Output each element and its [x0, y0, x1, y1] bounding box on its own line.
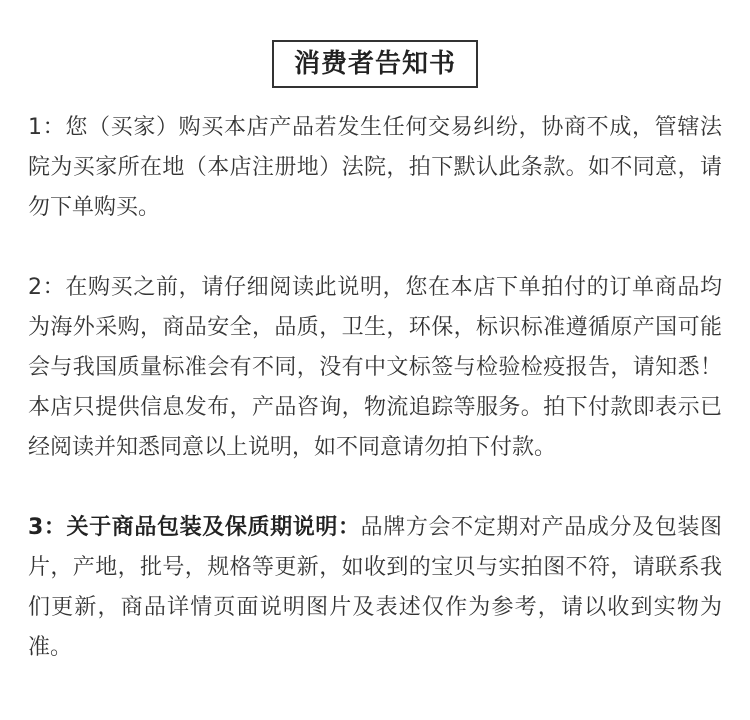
notice-body: [28, 108, 722, 668]
notice-paragraph-1: [28, 108, 722, 228]
notice-paragraph-2: [28, 268, 722, 468]
paragraph-3-heading: 3：关于商品包装及保质期说明：: [28, 515, 361, 540]
title-container: [0, 40, 750, 88]
paragraph-2-text: 2：在购买之前，请仔细阅读此说明，您在本店下单拍付的订单商品均为海外采购，商品安全，品质，卫生，环保，标识标准遵循原产国可能会与我国质量标准会有不同，没有中文标签与检验检疫报告，请知悉！本店只提供信息发布，产品咨询，物流追踪等服务。拍下付款即表示已经阅读并知悉同意以上说明，如不同意请勿拍下付款。: [28, 275, 722, 460]
notice-paragraph-3: [28, 508, 722, 668]
paragraph-1-text: 1：您（买家）购买本店产品若发生任何交易纠纷，协商不成，管辖法院为买家所在地（本店注册地）法院，拍下默认此条款。如不同意，请勿下单购买。: [28, 115, 722, 220]
notice-title: 消费者告知书: [272, 40, 478, 88]
paragraph-3-text: 品牌方会不定期对产品成分及包装图片，产地，批号，规格等更新，如收到的宝贝与实拍图不符，请联系我们更新，商品详情页面说明图片及表述仅作为参考，请以收到实物为准。: [28, 515, 722, 660]
